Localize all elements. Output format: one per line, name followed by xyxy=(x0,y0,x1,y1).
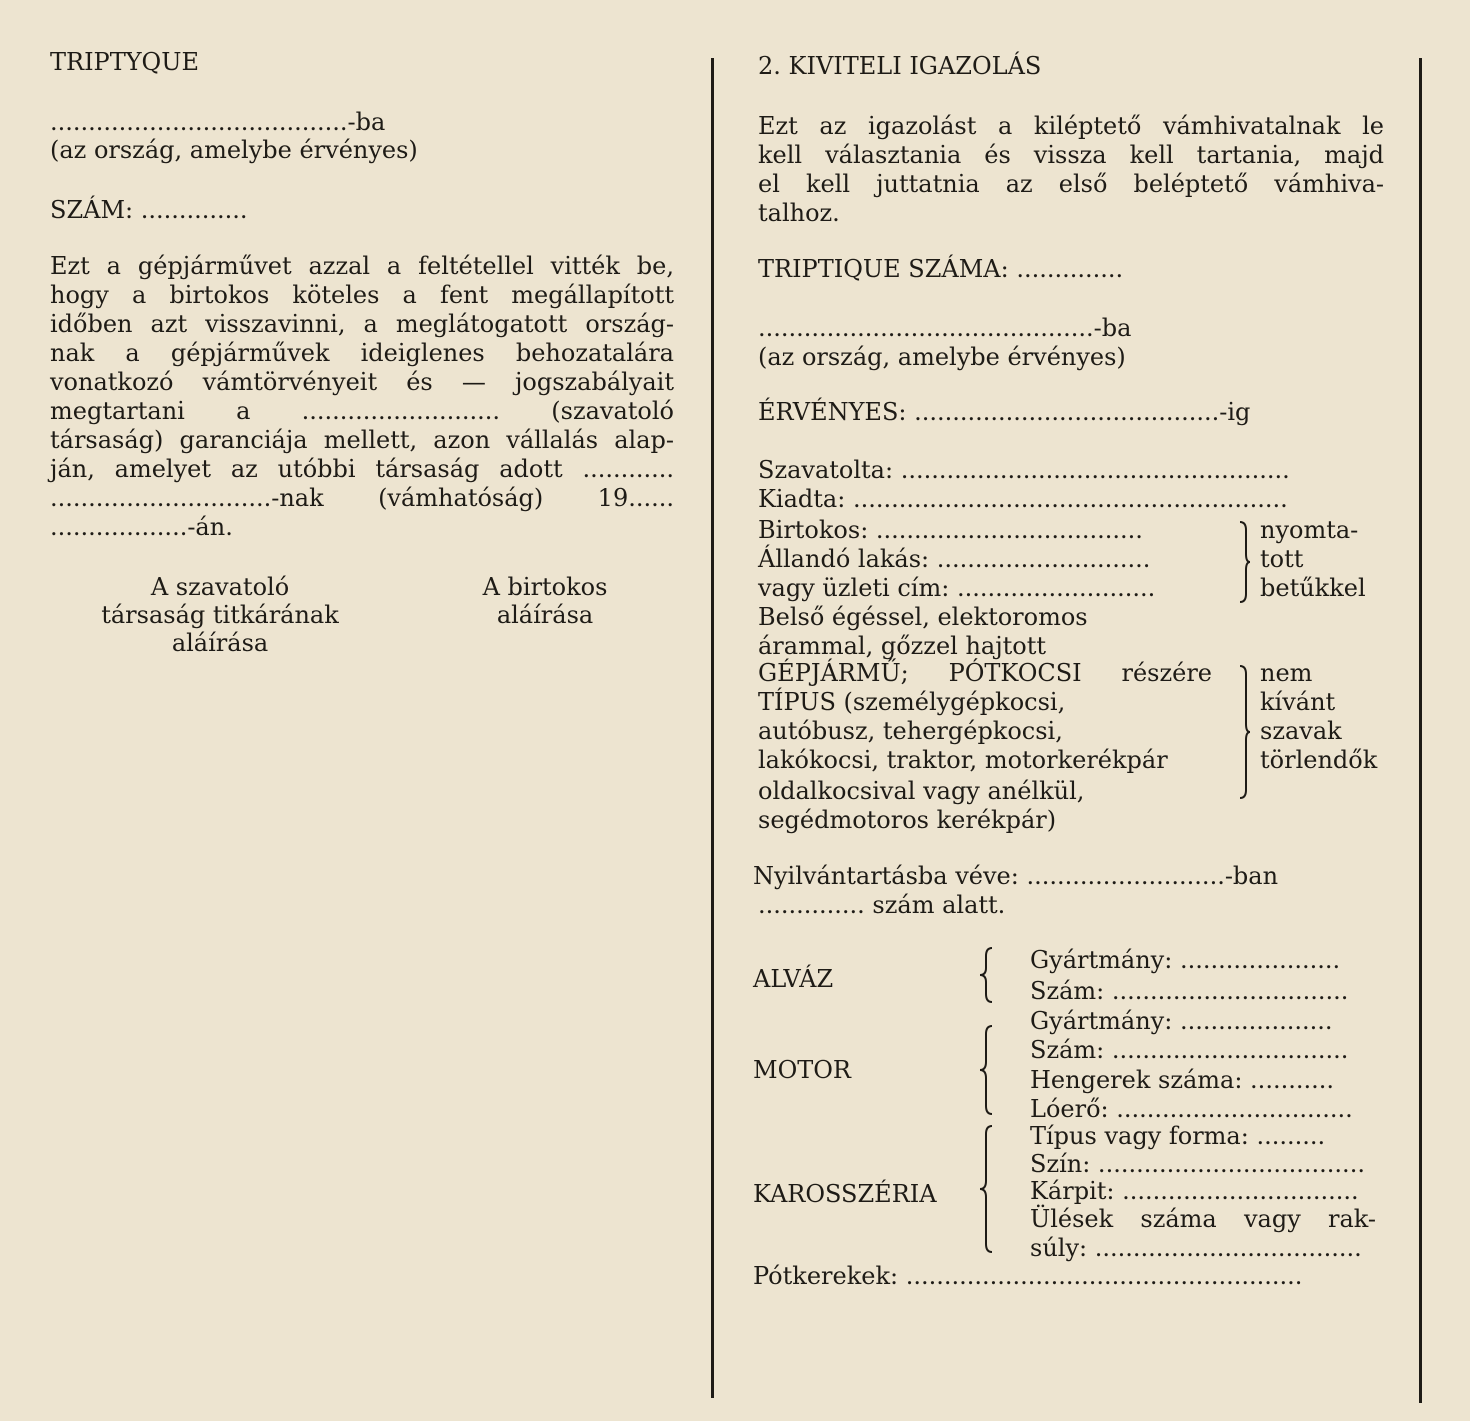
body-field: Ülések száma vagy rak- xyxy=(1030,1205,1376,1233)
owner-line: Birtokos: ................................... xyxy=(758,516,1143,544)
vehicle-note-line: kívánt xyxy=(1260,688,1336,716)
engine-field: Hengerek száma: ........... xyxy=(1030,1066,1334,1094)
triptique-number-line: TRIPTIQUE SZÁMA: .............. xyxy=(758,255,1124,283)
vehicle-note-line: szavak xyxy=(1260,717,1342,745)
left-title: TRIPTYQUE xyxy=(50,48,199,76)
owner-note-line: betűkkel xyxy=(1260,574,1366,602)
vehicle-line: lakókocsi, traktor, motorkerékpár xyxy=(758,746,1168,774)
intro-line: el kell juttatnia az első beléptető vámhiva- xyxy=(758,170,1384,198)
body-field: Szín: ................................... xyxy=(1030,1150,1365,1178)
owner-note-line: nyomta- xyxy=(1260,516,1359,544)
vehicle-line: segédmotoros kerékpár) xyxy=(758,806,1057,834)
column-divider xyxy=(711,58,714,1398)
vehicle-line: GÉPJÁRMŰ; PÓTKOCSI részére xyxy=(758,659,1212,687)
signature-right-line: aláírása xyxy=(496,601,594,629)
body-field: súly: ................................... xyxy=(1030,1234,1362,1262)
body-field: Típus vagy forma: ......... xyxy=(1030,1122,1326,1150)
paragraph-line: megtartani a .......................... (szavatoló xyxy=(50,397,674,425)
registered-line: Nyilvántartásba véve: ..........................-ban xyxy=(753,862,1279,890)
left-country-line: .......................................-ba xyxy=(50,108,386,136)
issued-by-line: Kiadta: ......................................................... xyxy=(758,485,1288,513)
right-country-note: (az ország, amelybe érvényes) xyxy=(758,343,1126,371)
signature-right-line: A birtokos xyxy=(482,573,608,601)
vehicle-line: Belső égéssel, elektoromos xyxy=(758,603,1088,631)
left-country-note: (az ország, amelybe érvényes) xyxy=(50,136,418,164)
vehicle-note-line: nem xyxy=(1260,659,1313,687)
right-border xyxy=(1419,58,1422,1403)
body-brace-icon xyxy=(976,1124,996,1254)
spare-wheels-line: Pótkerekek: .................................................... xyxy=(753,1262,1303,1290)
left-number-line: SZÁM: .............. xyxy=(50,196,248,224)
right-title: 2. KIVITELI IGAZOLÁS xyxy=(758,52,1042,80)
paragraph-line: hogy a birtokos köteles a fent megállapított xyxy=(50,281,674,309)
vehicle-bracket-icon xyxy=(1236,664,1252,800)
signature-left-line: A szavatoló xyxy=(150,573,290,601)
paragraph-line: társaság) garanciája mellett, azon vállalás alap- xyxy=(50,426,674,454)
engine-field: Lóerő: ............................... xyxy=(1030,1095,1353,1123)
body-field: Kárpit: ............................... xyxy=(1030,1177,1359,1205)
owner-bracket-icon xyxy=(1236,520,1252,604)
right-country-line: ............................................-ba xyxy=(758,314,1132,342)
paragraph-line: vonatkozó vámtörvényeit és — jogszabályait xyxy=(50,368,674,396)
signature-left-line: társaság titkárának xyxy=(101,601,339,629)
vehicle-note-line: törlendők xyxy=(1260,746,1378,774)
chassis-label: ALVÁZ xyxy=(753,965,834,993)
body-label: KAROSSZÉRIA xyxy=(753,1180,937,1208)
owner-line: vagy üzleti cím: .......................... xyxy=(758,574,1156,602)
owner-note-line: tott xyxy=(1260,545,1304,573)
intro-line: talhoz. xyxy=(758,199,840,227)
paragraph-line: Ezt a gépjárművet azzal a feltétellel vitték be, xyxy=(50,252,674,280)
guaranteed-by-line: Szavatolta: ................................................... xyxy=(758,456,1290,484)
intro-line: kell választania és vissza kell tartania, majd xyxy=(758,141,1384,169)
vehicle-line: TÍPUS (személygépkocsi, xyxy=(758,688,1066,716)
intro-line: Ezt az igazolást a kiléptető vámhivatalnak le xyxy=(758,112,1384,140)
engine-label: MOTOR xyxy=(753,1056,852,1084)
vehicle-line: autóbusz, tehergépkocsi, xyxy=(758,717,1063,745)
valid-until-line: ÉRVÉNYES: ........................................-ig xyxy=(758,398,1251,426)
paragraph-line: nak a gépjárművek ideiglenes behozatalára xyxy=(50,339,674,367)
paragraph-line: ..................-án. xyxy=(50,513,233,541)
paragraph-line: ján, amelyet az utóbbi társaság adott ............ xyxy=(50,455,674,483)
vehicle-line: oldalkocsival vagy anélkül, xyxy=(758,777,1085,805)
chassis-field: Szám: ............................... xyxy=(1030,977,1349,1005)
chassis-field: Gyártmány: ..................... xyxy=(1030,946,1341,974)
owner-line: Állandó lakás: ............................ xyxy=(758,545,1151,573)
registered-number-line: .............. szám alatt. xyxy=(758,891,1006,919)
engine-field: Gyártmány: .................... xyxy=(1030,1007,1333,1035)
paragraph-line: .............................-nak (vámhatóság) 19...... xyxy=(50,484,674,512)
engine-brace-icon xyxy=(976,1024,996,1116)
chassis-brace-icon xyxy=(976,946,996,1004)
signature-left-line: aláírása xyxy=(171,629,269,657)
paragraph-line: időben azt visszavinni, a meglátogatott ország- xyxy=(50,310,674,338)
vehicle-line: árammal, gőzzel hajtott xyxy=(758,632,1047,660)
engine-field: Szám: ............................... xyxy=(1030,1036,1349,1064)
